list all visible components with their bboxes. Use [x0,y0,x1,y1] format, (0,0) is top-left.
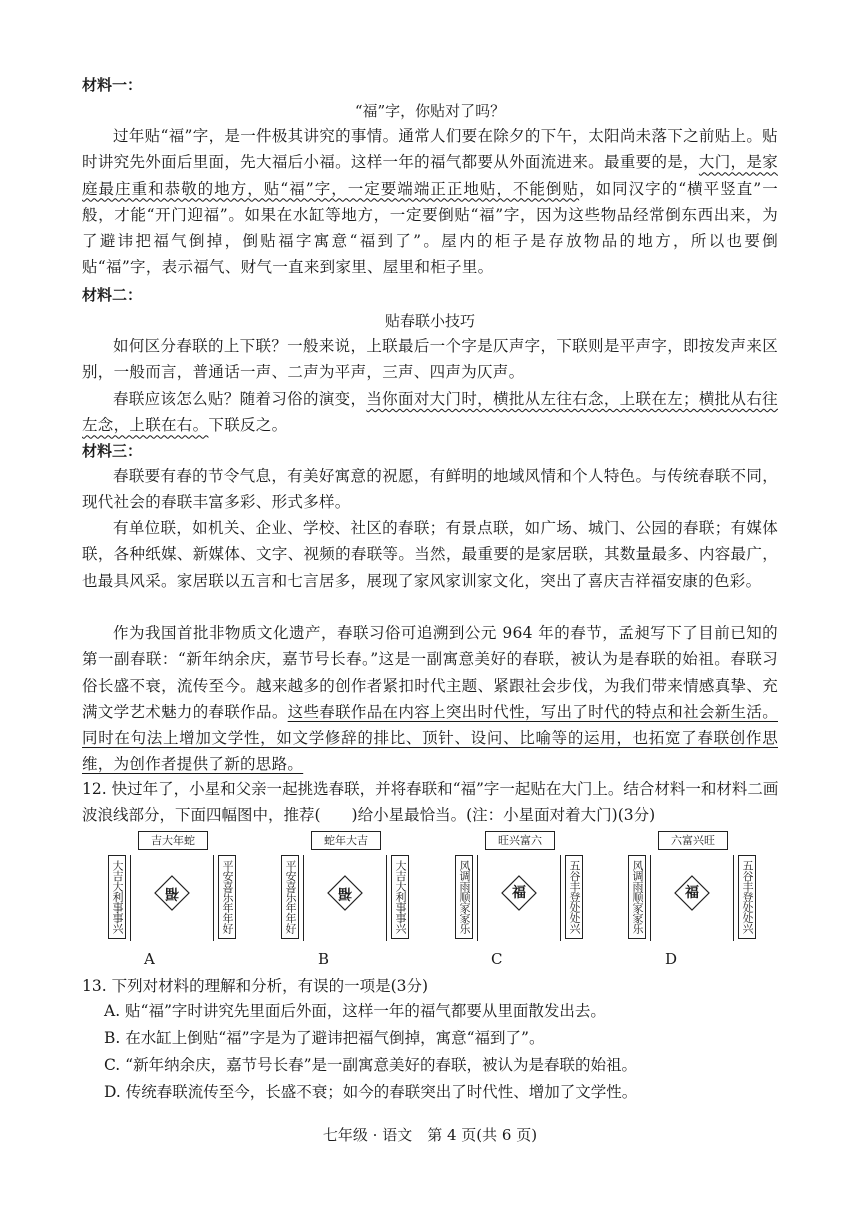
fu-diamond [501,875,537,911]
material-1-paragraph [82,123,778,281]
figure-b-caption: B [318,950,330,968]
material-3-paragraph-3 [82,620,778,778]
material-3-heading: 材料三： [82,442,143,460]
right-couplet: 大吉大利事事兴 [391,855,409,939]
q13-option-a: A. 贴“福”字时讲究先里面后外面，这样一年的福气都要从里面散发出去。 [104,1002,606,1020]
fu-character-inverted: 福 [338,885,352,901]
figure-c [455,831,583,941]
material-2-title: 贴春联小技巧 [384,312,475,330]
question-13-stem: 13. 下列对材料的理解和分析，有误的一项是(3分) [82,977,429,995]
fu-diamond [327,875,363,911]
left-couplet: 风调雨顺家家乐 [628,855,646,939]
figure-d-caption: D [665,950,678,968]
m2-wavy-underline: 当你面对大门时，横批从左往右念，上联在左；横批从右往左念，上联在右。 [82,390,778,435]
left-couplet: 风调雨顺家家乐 [455,855,473,939]
material-2-paragraph-1: 如何区分春联的上下联？一般来说，上联最后一个字是仄声字，下联则是平声字，即按发声来区别，一般而言，普通话一声、二声为平声，三声、四声为仄声。 [82,337,778,382]
m3-straight-underline: 这些春联作品在内容上突出时代性，写出了时代的特点和社会新生活。同时在句法上增加文学性，如文学修辞的排比、顶针、设问、比喻等的运用，也拓宽了春联创作思维，为创作者提供了新的思路。 [82,702,778,774]
q13-option-d: D. 传统春联流传至今，长盛不衰；如今的春联突出了时代性、增加了文学性。 [104,1083,638,1101]
m1-text-b: ，如同汉字的“横平竖直”一般，才能“开门迎福”。如果在水缸等地方，一定要倒贴“福”字，因为这些物品经常倒东西出来，为了避讳把福气倒掉，倒贴福字寓意“福到了”。屋内的柜子是存放物品的地方，所以也要倒贴“福”字，表示福气、财气一直来到家里、屋里和柜子里。 [82,179,779,277]
material-1-title: “福”字，你贴对了吗？ [354,102,506,120]
door-line [386,855,387,941]
door-line [213,855,214,941]
fu-diamond [154,875,190,911]
figure-a [108,831,236,941]
figure-d [628,831,756,941]
horizontal-scroll: 蛇年大吉 [311,831,381,850]
material-3-paragraph-1: 春联要有春的节令气息，有美好寓意的祝愿，有鲜明的地域风情和个人特色。与传统春联不同，现代社会的春联丰富多彩、形式多样。 [82,467,778,512]
horizontal-scroll: 吉大年蛇 [138,831,208,850]
left-couplet: 大吉大利事事兴 [108,855,126,939]
fu-character: 福 [512,885,526,901]
door-line [303,855,304,941]
figure-b [281,831,409,941]
door-line [733,855,734,941]
material-2-heading: 材料二： [82,286,143,304]
door-line [560,855,561,941]
page-footer: 七年级 · 语文 第 4 页(共 6 页) [322,1126,538,1144]
door-line [650,855,651,941]
question-12: 12. 快过年了，小星和父亲一起挑选春联，并将春联和“福”字一起贴在大门上。结合材料一和材料二画波浪线部分，下面四幅图中，推荐( )给小星最恰当。(注：小星面对着大门)(3分) [82,780,779,824]
door-line [130,855,131,941]
m1-text-a: 过年贴“福”字，是一件极其讲究的事情。通常人们要在除夕的下午，太阳尚未落下之前贴上。贴时讲究先外面后里面，先大福后小福。这样一年的福气都要从外面流进来。最重要的是， [82,127,778,172]
fu-diamond [674,875,710,911]
m3-text-a: 作为我国首批非物质文化遗产，春联习俗可追溯到公元 964 年的春节，孟昶写下了目前已知的第一副春联：“新年纳余庆，嘉节号长春。”这是一副寓意美好的春联，被认为是春联的始祖。春联习俗长盛不衰，流传至今。越来越多的创作者紧扣时代主题、紧跟社会步伐，为我们带来情感真挚、充满文学艺术魅力的春联作品。 [82,624,778,721]
door-line [477,855,478,941]
material-3-paragraph-2: 有单位联，如机关、企业、学校、社区的春联；有景点联，如广场、城门、公园的春联；有媒体联，各种纸媒、新媒体、文字、视频的春联等。当然，最重要的是家居联，其数量最多、内容最广，也最具风采。家居联以五言和七言居多，展现了家风家训家文化，突出了喜庆吉祥福安康的色彩。 [82,519,778,590]
q13-option-b: B. 在水缸上倒贴“福”字是为了避讳把福气倒掉，寓意“福到了”。 [104,1029,545,1047]
horizontal-scroll: 旺兴富六 [485,831,555,850]
right-couplet: 五谷丰登处处兴 [565,855,583,939]
right-couplet: 五谷丰登处处兴 [738,855,756,939]
fu-character-inverted: 福 [165,885,179,901]
figure-a-caption: A [144,950,155,968]
left-couplet: 平安喜乐年年好 [281,855,299,939]
figure-c-caption: C [491,950,503,968]
q13-option-c: C. “新年纳余庆，嘉节号长春”是一副寓意美好的春联，被认为是春联的始祖。 [104,1056,638,1074]
material-2-paragraph-2 [82,386,778,439]
horizontal-scroll: 六富兴旺 [658,831,728,850]
right-couplet: 平安喜乐年年好 [218,855,236,939]
m1-wavy-underline: 大门，是家庭最庄重和恭敬的地方，贴“福”字，一定要端端正正地贴，不能倒贴 [82,153,778,198]
fu-character: 福 [685,885,699,901]
m2-text-b: 下联反之。 [208,416,288,435]
material-1-heading: 材料一： [82,76,143,94]
m2-text-a: 春联应该怎么贴？随着习俗的演变， [113,390,367,408]
